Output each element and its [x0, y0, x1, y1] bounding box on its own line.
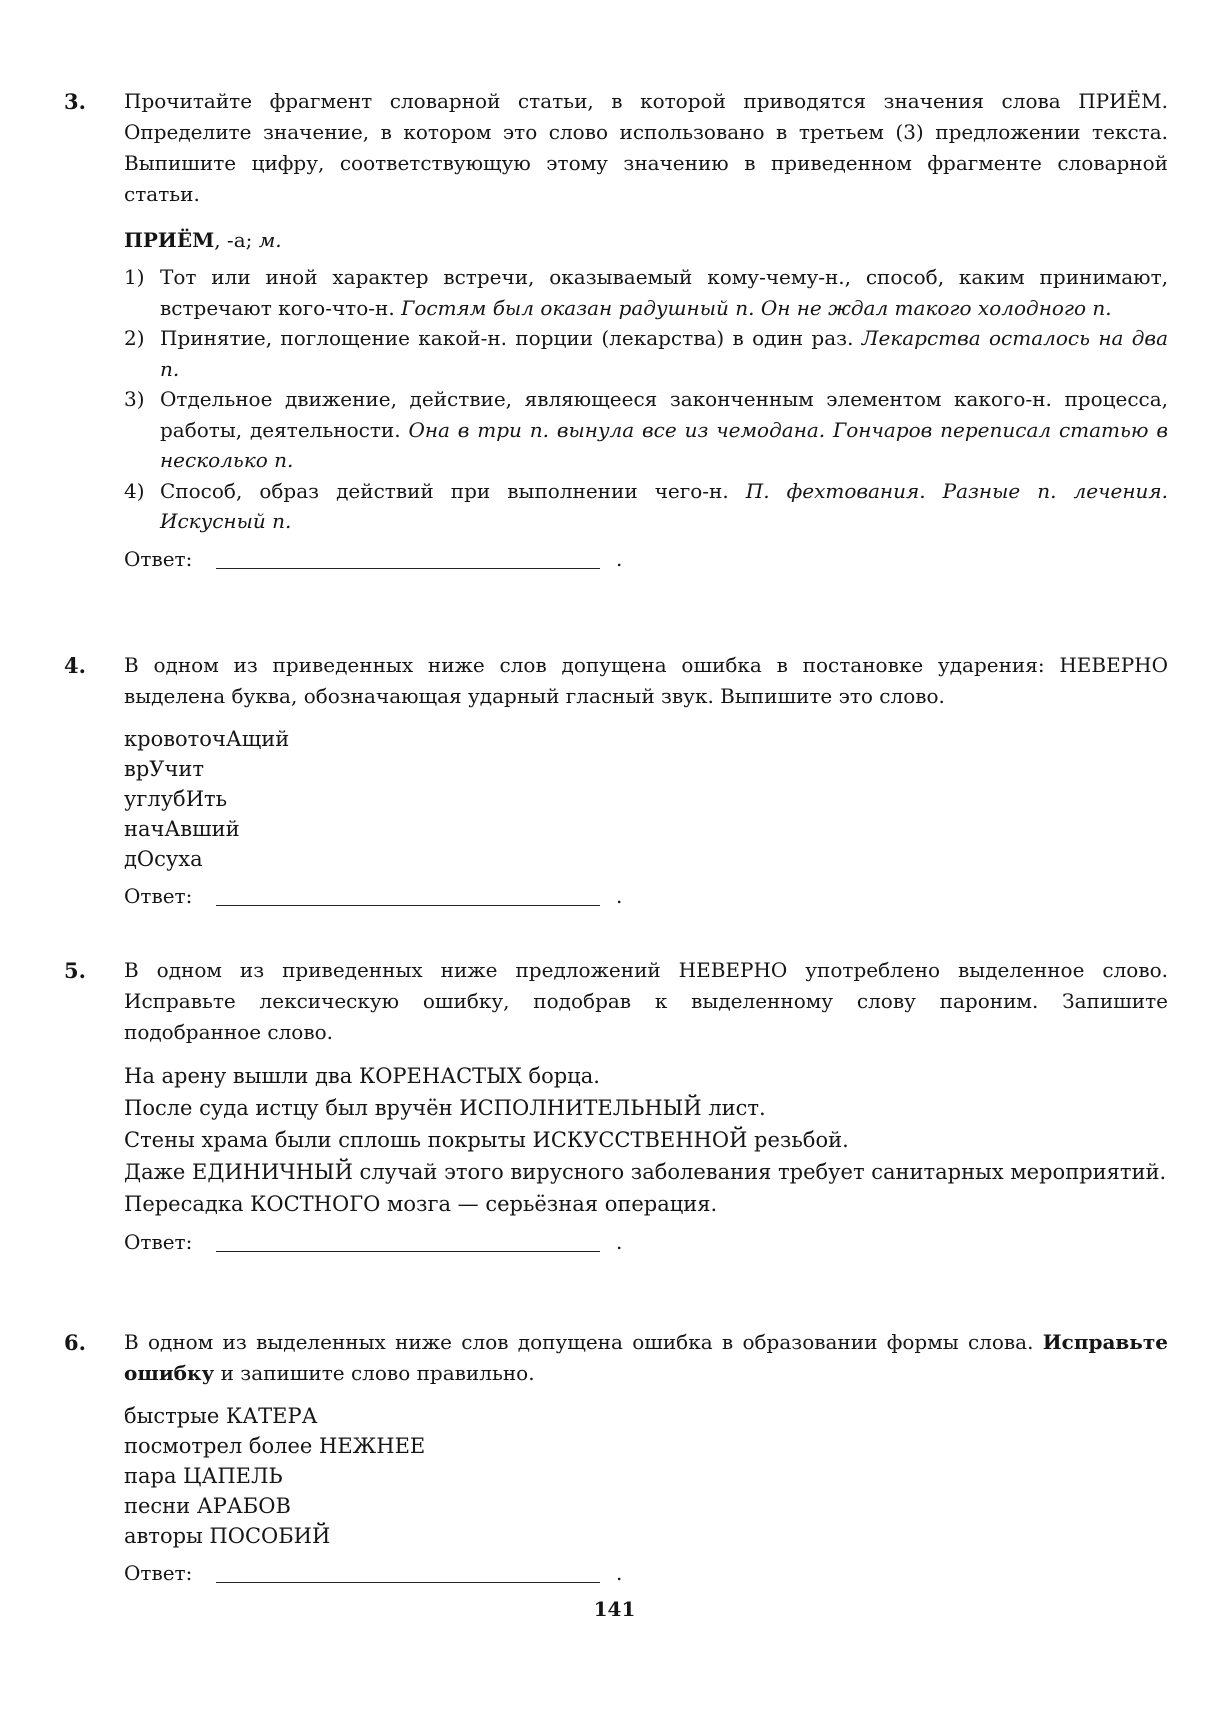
list-item: кровоточАщий — [124, 727, 290, 751]
list-item: песни АРАБОВ — [124, 1494, 291, 1518]
definition-example: Она в три п. вынула все из чемодана. Гончаров переписал статью в несколько п. — [160, 417, 1169, 472]
answer-row — [124, 543, 1168, 575]
answer-dot: . — [616, 546, 623, 571]
word-list — [124, 724, 1168, 874]
answer-label: Ответ: — [124, 1561, 193, 1585]
answer-row — [124, 1557, 1168, 1589]
task-prompt: В одном из приведенных ниже предложений НЕВЕРНО употреблено выделенное слово. Исправьте лексическую ошибку, подобрав к выделенному слову пароним. Запишите подобранное слово. — [124, 958, 1168, 1044]
answer-dot: . — [616, 884, 623, 908]
task-number: 4. — [64, 653, 86, 678]
task-body — [124, 955, 1168, 1258]
list-item: посмотрел более НЕЖНЕЕ — [124, 1434, 426, 1458]
definition-number: 3) — [124, 387, 145, 411]
headword-grammar: , -а; — [214, 228, 259, 252]
task-body — [124, 650, 1168, 912]
list-item: начАвший — [124, 817, 240, 841]
answer-field[interactable] — [216, 568, 600, 569]
answer-row — [124, 880, 1168, 912]
definition-number: 4) — [124, 478, 145, 503]
task-number: 3. — [64, 89, 86, 114]
task-body — [124, 1327, 1168, 1589]
answer-label: Ответ: — [124, 546, 193, 571]
list-item: авторы ПОСОБИЙ — [124, 1524, 331, 1548]
definition-item — [124, 262, 1168, 323]
sentence-list — [124, 1060, 1168, 1220]
list-item: углубИть — [124, 787, 228, 811]
list-item: врУчит — [124, 757, 204, 781]
answer-field[interactable] — [216, 905, 600, 906]
prompt-text: В одном из выделенных ниже слов допущена ошибка в образовании формы слова. — [124, 1330, 1043, 1354]
phrase-list — [124, 1401, 1168, 1551]
definition-text: Способ, образ действий при выполнении чего-н. — [160, 478, 746, 503]
task-prompt — [124, 1327, 1168, 1389]
headword-word: ПРИЁМ — [124, 228, 215, 252]
answer-label: Ответ: — [124, 1230, 193, 1254]
definition-text: Принятие, поглощение какой-н. порции (лекарства) в один раз. — [160, 326, 862, 350]
list-item: Даже ЕДИНИЧНЫЙ случай этого вирусного заболевания требует санитарных мероприятий. — [124, 1160, 1167, 1184]
task-number: 6. — [64, 1330, 86, 1355]
definition-item — [124, 476, 1168, 537]
dictionary-headword — [124, 226, 1168, 254]
answer-field[interactable] — [216, 1582, 600, 1583]
page-number: 141 — [593, 1597, 636, 1621]
list-item: Стены храма были сплошь покрыты ИСКУССТВЕННОЙ резьбой. — [124, 1128, 849, 1152]
answer-dot: . — [616, 1230, 623, 1254]
answer-row — [124, 1226, 1168, 1258]
answer-field[interactable] — [216, 1251, 600, 1252]
definition-number: 2) — [124, 326, 145, 350]
prompt-text: и запишите слово правильно. — [214, 1361, 535, 1385]
definition-text: Тот или иной характер встречи, оказываемый кому-чему-н., способ, каким принимают, встречают кого-что-н. — [160, 265, 1168, 320]
list-item: После суда истцу был вручён ИСПОЛНИТЕЛЬНЫЙ лист. — [124, 1096, 766, 1120]
answer-label: Ответ: — [124, 884, 193, 908]
list-item: дОсуха — [124, 847, 203, 871]
definition-number: 1) — [124, 265, 145, 289]
task-body — [124, 86, 1168, 575]
answer-dot: . — [616, 1561, 623, 1585]
headword-gender: м. — [258, 228, 282, 252]
definition-example: Гостям был оказан радушный п. Он не ждал такого холодного п. — [401, 295, 1112, 320]
prompt-bold-text: Исправьте ошибку — [124, 1330, 1168, 1385]
list-item: быстрые КАТЕРА — [124, 1404, 318, 1428]
task-number: 5. — [64, 958, 86, 983]
definition-item — [124, 323, 1168, 384]
definition-text: Отдельное движение, действие, являющееся законченным элементом какого-н. процесса, работы, деятельности. — [160, 387, 1168, 442]
list-item: На арену вышли два КОРЕНАСТЫХ борца. — [124, 1064, 600, 1088]
list-item: Пересадка КОСТНОГО мозга — серьёзная операция. — [124, 1192, 718, 1216]
list-item: пара ЦАПЕЛЬ — [124, 1464, 283, 1488]
definition-item — [124, 384, 1168, 476]
definition-example: П. фехтования. Разные п. лечения. Искусный п. — [160, 478, 1168, 533]
definition-example: Лекарства осталось на два п. — [160, 326, 1168, 381]
task-prompt: Прочитайте фрагмент словарной статьи, в которой приводятся значения слова ПРИЁМ. Определите значение, в котором это слово использовано в третьем (3) предложении текста. Выпишите цифру, соответствующую этому значению в приведенном фрагменте словарной статьи. — [124, 89, 1168, 206]
task-prompt: В одном из приведенных ниже слов допущена ошибка в постановке ударения: НЕВЕРНО выделена буква, обозначающая ударный гласный звук. Выпишите это слово. — [124, 653, 1168, 708]
